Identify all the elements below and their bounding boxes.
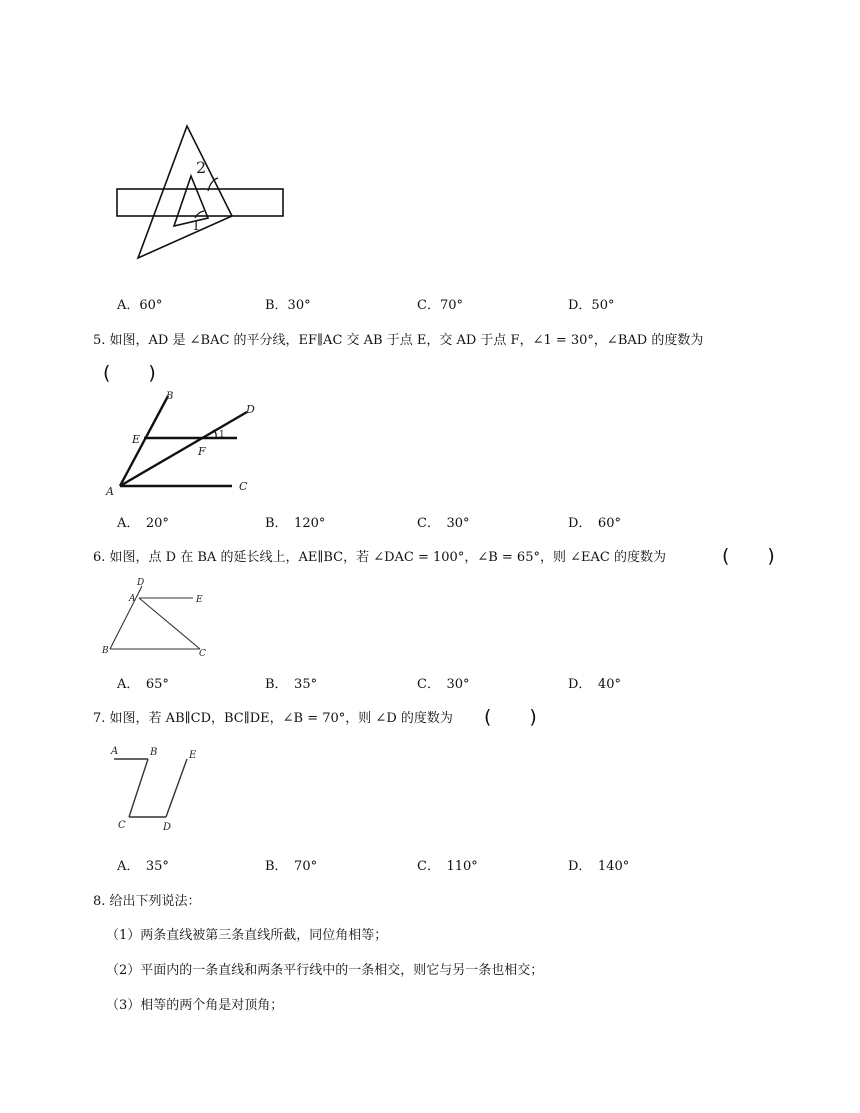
q5-label-b: B: [166, 391, 174, 402]
q5-option-d[interactable]: D． 60°: [568, 516, 621, 531]
q7-figure: [105, 740, 205, 835]
q6-label-d: D: [137, 578, 145, 588]
q7-label-d: D: [163, 822, 172, 833]
q7-segment-de: [166, 759, 187, 817]
q7-stem: [93, 707, 453, 726]
q5-label-f: F: [198, 445, 206, 458]
q5-stem: [93, 329, 703, 348]
q6-answer-bracket[interactable]: ( ): [722, 545, 775, 567]
q8-statement-3: （3）相等的两个角是对顶角；: [106, 998, 284, 1013]
q5-label-1: 1: [219, 430, 225, 440]
q5-option-c[interactable]: C． 30°: [417, 516, 470, 531]
q4-option-c[interactable]: C．70°: [417, 298, 463, 313]
q6-option-c[interactable]: C． 30°: [417, 677, 470, 692]
q4-option-b[interactable]: B．30°: [265, 298, 311, 313]
q4-figure: [110, 118, 290, 266]
q7-option-a[interactable]: A． 35°: [117, 859, 169, 874]
q4-label-1: 1: [192, 219, 201, 234]
q8-stem: [93, 890, 201, 909]
q5-label-e: E: [132, 433, 141, 446]
q6-figure: [100, 574, 215, 660]
q4-option-a[interactable]: A．60°: [117, 298, 163, 313]
q6-option-b[interactable]: B． 35°: [265, 677, 318, 692]
q5-option-b[interactable]: B． 120°: [265, 516, 326, 531]
q6-label-b: B: [102, 646, 109, 656]
q7-option-b[interactable]: B． 70°: [265, 859, 318, 874]
q7-label-c: C: [118, 820, 126, 831]
q7-answer-bracket[interactable]: ( ): [484, 706, 537, 728]
q6-option-d[interactable]: D． 40°: [568, 677, 621, 692]
q6-label-a: A: [129, 594, 136, 604]
q6-line-bd: [110, 586, 142, 649]
q5-answer-bracket[interactable]: ( ): [103, 362, 156, 384]
q5-label-a: A: [106, 485, 114, 497]
q7-label-b: B: [150, 747, 158, 758]
q6-line-ac: [139, 598, 200, 649]
q6-stem: [93, 546, 666, 565]
q5-figure: [100, 385, 260, 497]
q5-text: 如图，AD 是 ∠BAC 的平分线，EF∥AC 交 AB 于点 E，交 AD 于点 F，∠1 = 30°，∠BAD 的度数为: [109, 333, 704, 348]
q4-label-2: 2: [196, 158, 207, 177]
q7-text: 如图，若 AB∥CD，BC∥DE，∠B = 70°，则 ∠D 的度数为: [109, 711, 453, 726]
q7-number: 7.: [93, 711, 106, 726]
q6-text: 如图，点 D 在 BA 的延长线上，AE∥BC，若 ∠DAC = 100°，∠B = 65°，则 ∠EAC 的度数为: [109, 550, 666, 565]
q6-label-e: E: [196, 595, 203, 605]
q7-label-e: E: [189, 750, 197, 761]
q5-label-d: D: [246, 403, 255, 416]
q8-statement-1: （1）两条直线被第三条直线所截，同位角相等；: [106, 928, 388, 943]
q6-label-c: C: [199, 649, 206, 659]
q6-number: 6.: [93, 550, 106, 565]
q5-option-a[interactable]: A． 20°: [117, 516, 169, 531]
q6-option-a[interactable]: A． 65°: [117, 677, 169, 692]
q5-label-c: C: [239, 480, 248, 493]
q7-segment-bc: [129, 759, 148, 817]
q4-angle-arc-1: [195, 211, 204, 218]
q7-label-a: A: [111, 746, 119, 757]
q4-small-triangle: [174, 176, 208, 226]
q8-statement-2: （2）平面内的一条直线和两条平行线中的一条相交，则它与另一条也相交；: [106, 963, 544, 978]
q7-option-d[interactable]: D． 140°: [568, 859, 630, 874]
q4-option-d[interactable]: D．50°: [568, 298, 615, 313]
q7-option-c[interactable]: C． 110°: [417, 859, 478, 874]
q8-number: 8.: [93, 894, 106, 909]
q5-number: 5.: [93, 333, 106, 348]
q8-text: 给出下列说法：: [109, 894, 201, 909]
